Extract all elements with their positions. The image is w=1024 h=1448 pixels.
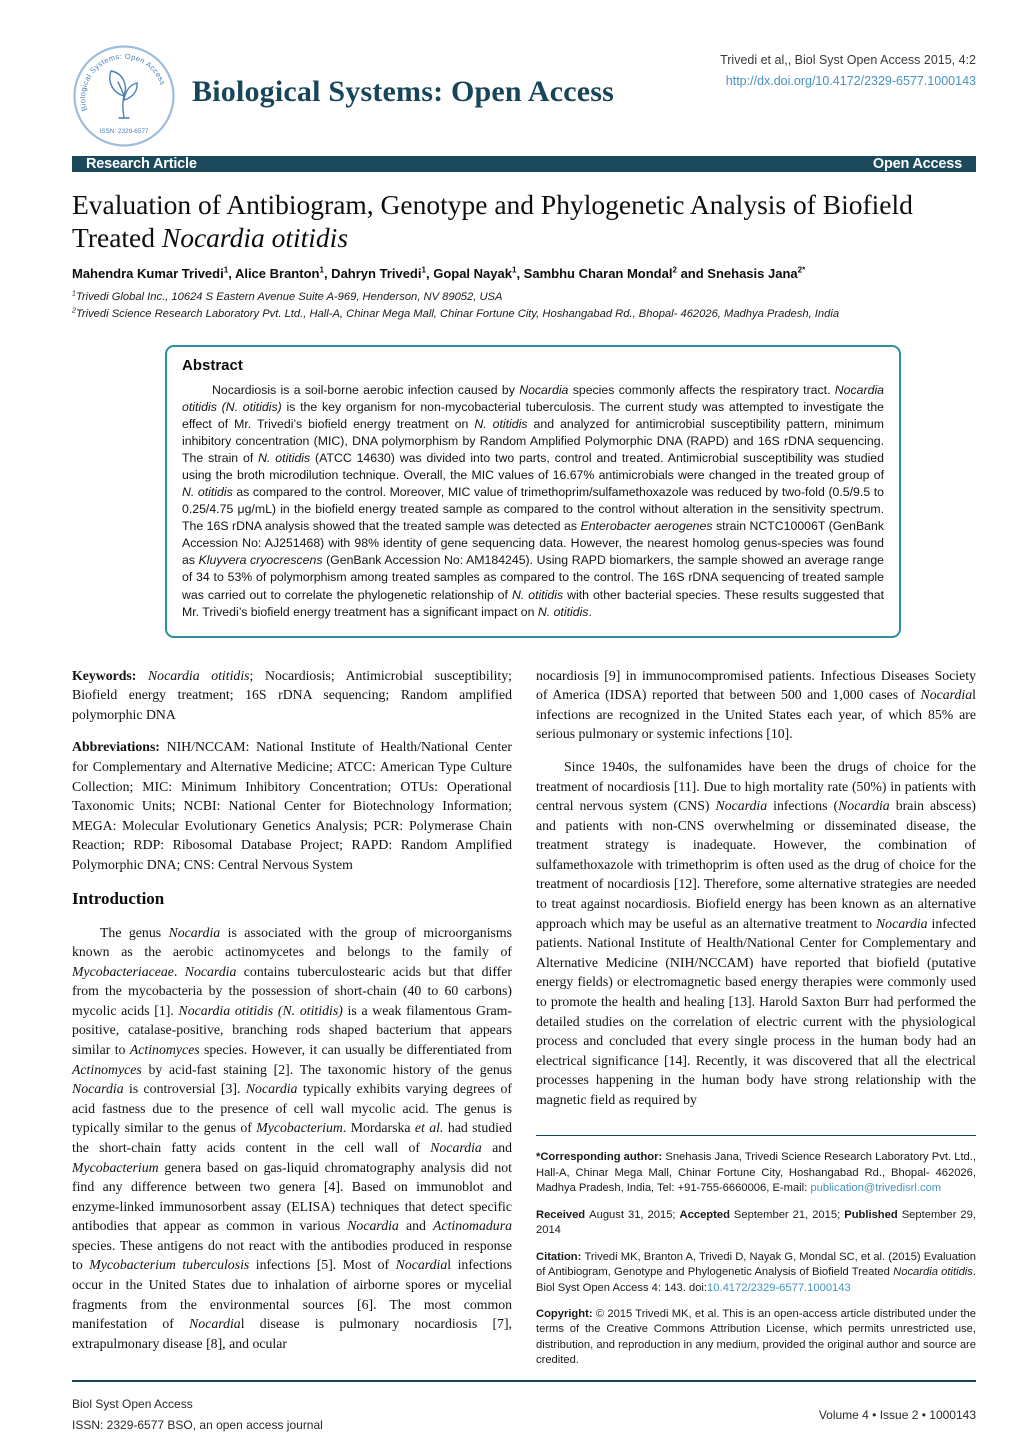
footer-issn-line: ISSN: 2329-6577 BSO, an open access journal: [72, 1417, 323, 1432]
body-paragraph-continuation: nocardiosis [9] in immunocompromised patients. Infectious Diseases Society of America (IDSA) reported that between 500 and 1,000 cases of Nocardial infections are recognized in the United States each year, of which 85% are serious pulmonary or systemic infections [10].: [536, 667, 976, 742]
author-list: Mahendra Kumar Trivedi$^1$, Alice Branton$^1$, Dahryn Trivedi$^1$, Gopal Nayak$^1$, Sambhu Charan Mondal$^2$ and Snehasis Jana$^{2*}$: [72, 265, 806, 281]
article-title: Evaluation of Antibiogram, Genotype and Phylogenetic Analysis of Biofield Treated Nocardia otitidis: [72, 189, 913, 253]
banner-research-article-label: Research Article: [86, 156, 197, 172]
logo-issn-text: ISSN: 2329-6577: [99, 128, 149, 135]
citation-note: Citation: Trivedi MK, Branton A, Trivedi D, Nayak G, Mondal SC, et al. (2015) Evaluation of Antibiogram, Genotype and Phylogenetic Analysis of Biofield Treated Nocardia otitidis. Biol Syst Open Access 4: 143. doi:10.4172/2329-6577.1000143: [536, 1250, 976, 1294]
left-column: [72, 666, 512, 1380]
footer-journal-name: Biol Syst Open Access: [72, 1396, 193, 1411]
page-header: [72, 44, 976, 148]
received-dates-note: Received August 31, 2015; Accepted September 21, 2015; Published September 29, 2014: [536, 1208, 976, 1237]
introduction-heading: Introduction: [72, 889, 165, 909]
corresponding-author-note: [536, 1150, 976, 1196]
introduction-paragraph: The genus Nocardia is associated with the group of microorganisms known as the aerobic actinomycetes and belongs to the family of Mycobacteriaceae. Nocardia contains tuberculostearic acids but that differ from the mycobacteria by the possession of short-chain (40 to 60 carbons) mycolic acids [1]. Nocardia otitidis (N. otitidis) is a weak filamentous Gram-positive, catalase-positive, branching rods shaped bacterium that appears similar to Actinomyces species. However, it can usually be differentiated from Actinomyces by acid-fast staining [2]. The taxonomic history of the genus Nocardia is controversial [3]. Nocardia typically exhibits varying degrees of acid fastness due to the presence of cell wall mycolic acid. The genus is typically similar to the genus of Mycobacterium. Mordarska et al. had studied the short-chain fatty acids content in the cell wall of Nocardia and Mycobacterium genera based on gas-liquid chromatography analysis did not find any difference between two genera [4]. Based on immunoblot and enzyme-linked immunosorbent assay (ELISA) techniques that detect specific antibodies that appear as common in various Nocardia and Actinomadura species. These antigens do not react with the antibodies produced in response to Mycobacterium tuberculosis infections [5]. Most of Nocardial infections occur in the United States due to inhalation of airborne spores or mycelial fragments from the environmental sources [6]. The most common manifestation of Nocardial disease is pulmonary nocardiosis [7], extrapulmonary disease [8], and ocular: [72, 924, 513, 1351]
abstract-box: [165, 345, 901, 638]
footer-volume-issue: Volume 4 • Issue 2 • 1000143: [818, 1407, 976, 1422]
header-citation-line: Trivedi et al,, Biol Syst Open Access 2015, 4:2: [720, 53, 976, 67]
header-doi-link[interactable]: http://dx.doi.org/10.4172/2329-6577.1000143: [725, 74, 976, 89]
abstract-text: Nocardiosis is a soil-borne aerobic infection caused by Nocardia species commonly affects the respiratory tract. Nocardia otitidis (N. otitidis) is the key organism for non-mycobacterial tuberculosis. The current study was attempted to investigate the effect of Mr. Trivedi’s biofield energy treatment on N. otitidis and analyzed for antimicrobial susceptibility pattern, minimum inhibitory concentration (MIC), DNA polymorphism by Random Amplified Polymorphic DNA (RAPD) and 16S rDNA sequencing. The strain of N. otitidis (ATCC 14630) was divided into two parts, control and treated. Antimicrobial susceptibility was studied using the broth microdilution technique. Overall, the MIC values of 16.67% antimicrobials were changed in the treated group of N. otitidis as compared to the control. Moreover, MIC value of trimethoprim/sulfamethoxazole was reduced by two-fold (0.5/9.5 to 0.25/4.75 μg/mL) in the biofield energy treated sample as compared to the control without alteration in the sensitivity spectrum. The 16S rDNA analysis showed that the treated sample was detected as Enterobacter aerogenes strain NCTC10006T (GenBank Accession No: AJ251468) with 98% identity of gene sequencing data. However, the nearest homolog genus-species was found as Kluyvera cryocrescens (GenBank Accession No: AM184245). Using RAPD biomarkers, the sample showed an average range of 34 to 53% of polymorphism among treated samples as compared to the control. The 16S rDNA sequencing of treated sample was carried out to correlate the phylogenetic relationship of N. otitidis with other bacterial species. These results suggested that Mr. Trivedi’s biofield energy treatment has a significant impact on N. otitidis.: [182, 382, 885, 619]
right-column: [536, 666, 976, 1380]
corresponding-email-link[interactable]: publication@trivedisrl.com: [810, 1182, 942, 1195]
body-paragraph-2: Since 1940s, the sulfonamides have been the drugs of choice for the treatment of nocardiosis [11]. Due to high mortality rate (50%) in patients with central nervous system (CNS) Nocardia infections (Nocardia brain abscess) and patients with non-CNS overwhelming or disseminated disease, the treatment strategy is inadequate. However, the combination of sulfamethoxazole with trimethoprim is often used as the drug of choice for the treatment of nocardiosis [12]. Therefore, some alternative strategies are needed to treat against nocardiosis. Biofield energy has been known as an alternative approach which may be useful as an alternative treatment to Nocardia infected patients. National Institute of Health/National Center for Complementary and Alternative Medicine (NIH/NCCAM) have reported that biofield (putative energy fields) or electromagnetic based energy therapies were commonly used to promote the health and healing [13]. Harold Saxton Burr had performed the detailed studies on the correlation of electric current with the physiological process and concluded that every single process in the human body had an electrical significance [14]. Recently, it was discovered that all the electrical processes happening in the human body have strong relationship with the magnetic field as required by: [536, 759, 976, 1107]
page-footer: [72, 1380, 976, 1436]
keywords-paragraph: Keywords: Nocardia otitidis; Nocardiosis; Antimicrobial susceptibility; Biofield energy treatment; 16S rDNA sequencing; Random amplified polymorphic DNA: [72, 667, 512, 722]
article-body: [72, 666, 976, 1380]
header-citation-block: [720, 44, 976, 93]
affiliation-1: $^1$Trivedi Global Inc., 10624 S Eastern Avenue Suite A-969, Henderson, NV 89052, USA: [72, 290, 503, 303]
journal-brand: [72, 44, 614, 148]
journal-name: Biological Systems: Open Access: [192, 75, 615, 108]
affiliations: [72, 289, 976, 323]
banner-open-access-label: Open Access: [872, 156, 962, 172]
copyright-note: Copyright: © 2015 Trivedi MK, et al. This is an open-access article distributed under the terms of the Creative Commons Attribution License, which permits unrestricted use, distribution, and reproduction in any medium, provided the original author and source are credited.: [536, 1308, 976, 1367]
affiliation-2: $^2$Trivedi Science Research Laboratory Pvt. Ltd., Hall-A, Chinar Mega Mall, Chinar Fortune City, Hoshangabad Rd., Bhopal- 462026, Madhya Pradesh, India: [72, 307, 840, 320]
footer-rule: [72, 1380, 976, 1382]
logo-curved-text: Biological Systems: Open Access: [78, 51, 168, 113]
footnote-block: [536, 1150, 976, 1368]
abbreviations-paragraph: Abbreviations: NIH/NCCAM: National Institute of Health/National Center for Complementary and Alternative Medicine; ATCC: American Type Culture Collection; MIC: Minimum Inhibitory Concentration; OTUs: Operational Taxonomic Units; NCBI: National Center for Biotechnology Information; MEGA: Molecular Evolutionary Genetics Analysis; PCR: Polymerase Chain Reaction; RDP: Ribosomal Database Project; RAPD: Random Amplified Polymorphic DNA; CNS: Central Nervous System: [72, 739, 512, 872]
article-type-banner: [72, 156, 976, 172]
journal-logo: [72, 44, 176, 148]
footnote-divider: [536, 1135, 976, 1136]
abstract-heading: Abstract: [182, 356, 243, 374]
footer-journal-info: [72, 1394, 323, 1436]
corresponding-author-text: *Corresponding author: Snehasis Jana, Trivedi Science Research Laboratory Pvt. Ltd., Hall-A, Chinar Mega Mall, Chinar Fortune City, Hoshangabad Rd., Bhopal- 462026, Madhya Pradesh, India, Tel: +91-755-6660006, E-mail:: [536, 1151, 976, 1195]
